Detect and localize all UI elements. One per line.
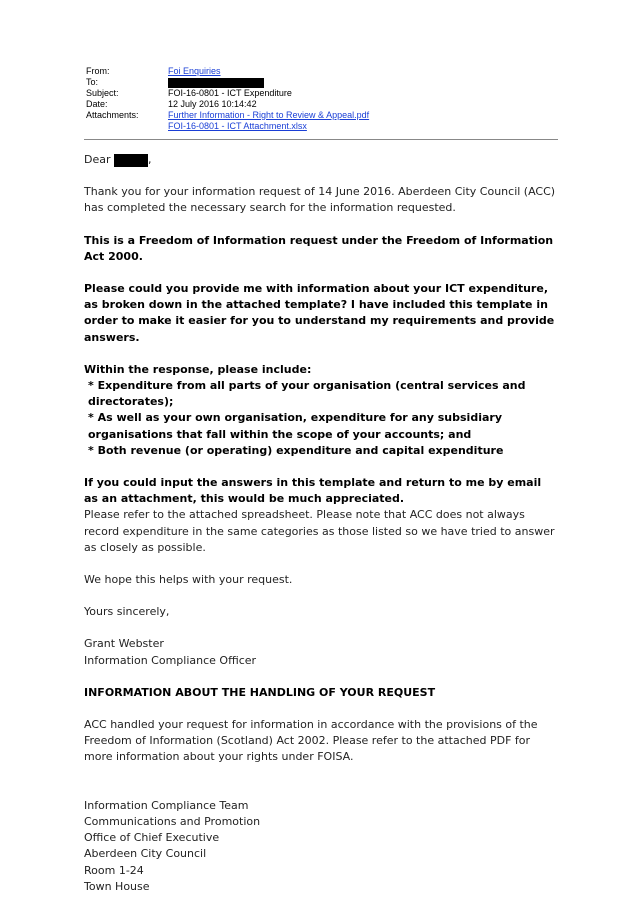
redacted-recipient xyxy=(168,78,264,88)
subject-row xyxy=(86,88,558,99)
input-paragraph: If you could input the answers in this template and return to me by email as an attachment, this would be much appreciated. xyxy=(84,476,542,506)
date-value: 12 July 2016 10:14:42 xyxy=(168,99,257,109)
salutation: Dear , xyxy=(84,153,152,166)
to-label: To: xyxy=(86,77,99,87)
request-paragraph: Please could you provide me with information about your ICT expenditure, as broken down in the attached template? I have included this template in order to make it easier for you to understand my requirements and provide answers. xyxy=(84,282,555,344)
subject-value: FOI-16-0801 - ICT Expenditure xyxy=(168,88,292,98)
hope-line: We hope this helps with your request. xyxy=(84,573,293,587)
date-label: Date: xyxy=(86,99,108,109)
date-row xyxy=(86,99,558,110)
bullet-2: * As well as your own organisation, expenditure for any subsidiary organisations that fall within the scope of your accounts; and xyxy=(88,411,502,441)
header-divider xyxy=(84,139,558,140)
bullet-3: * Both revenue (or operating) expenditure and capital expenditure xyxy=(88,443,504,457)
handling-heading: INFORMATION ABOUT THE HANDLING OF YOUR REQUEST xyxy=(84,685,436,699)
attachment-pdf-link[interactable]: Further Information - Right to Review & Appeal.pdf xyxy=(168,110,370,120)
subject-label: Subject: xyxy=(86,88,119,98)
bullet-1: * Expenditure from all parts of your organisation (central services and directorates); xyxy=(88,379,526,409)
attachments-label: Attachments: xyxy=(86,110,139,120)
address-line: Town House xyxy=(84,879,150,893)
handling-paragraph: ACC handled your request for information in accordance with the provisions of the Freedom of Information (Scotland) Act 2002. Please refer to the attached PDF for more information about your rights under FOISA. xyxy=(84,718,538,764)
from-link[interactable]: Foi Enquiries xyxy=(168,66,221,76)
signer-title: Information Compliance Officer xyxy=(84,653,257,667)
redacted-name xyxy=(114,154,148,167)
address-line: Information Compliance Team xyxy=(84,798,249,812)
attachment-xlsx-link[interactable]: FOI-16-0801 - ICT Attachment.xlsx xyxy=(168,121,307,131)
email-body xyxy=(84,152,558,895)
from-label: From: xyxy=(86,66,110,76)
attachments-row-2 xyxy=(86,121,558,132)
response-paragraph: Please refer to the attached spreadsheet. Please note that ACC does not always record expenditure in the same categories as those listed so we have tried to answer as closely as possible. xyxy=(84,508,555,554)
email-header xyxy=(86,66,558,132)
signer-name: Grant Webster xyxy=(84,637,164,651)
attachments-row xyxy=(86,110,558,121)
within-heading: Within the response, please include: xyxy=(84,362,312,376)
closing-line: Yours sincerely, xyxy=(84,605,170,619)
address-line: Office of Chief Executive xyxy=(84,831,220,845)
address-line: Communications and Promotion xyxy=(84,814,261,828)
request-title: This is a Freedom of Information request under the Freedom of Information Act 2000. xyxy=(84,233,554,263)
intro-paragraph: Thank you for your information request of 14 June 2016. Aberdeen City Council (ACC) has completed the necessary search for the information requested. xyxy=(84,185,556,215)
from-row xyxy=(86,66,558,77)
address-line: Room 1-24 xyxy=(84,863,144,877)
address-line: Aberdeen City Council xyxy=(84,847,207,861)
to-row xyxy=(86,77,558,88)
